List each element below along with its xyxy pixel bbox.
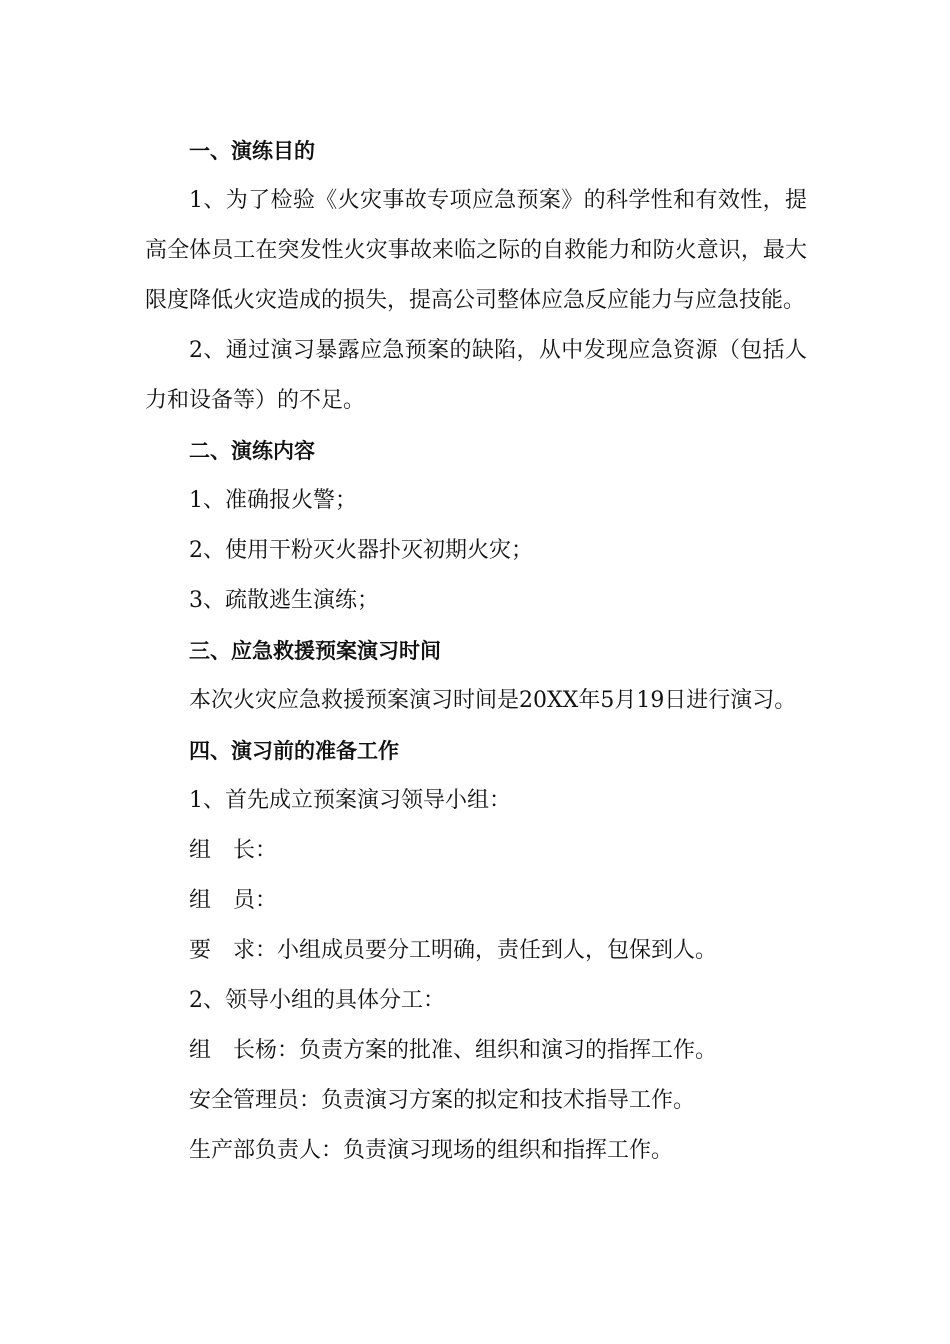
paragraph: 2、通过演习暴露应急预案的缺陷，从中发现应急资源（包括人力和设备等）的不足。 [145, 338, 807, 413]
section-heading-purpose: 一、演练目的 [189, 139, 315, 163]
section-heading-content: 二、演练内容 [189, 439, 315, 463]
list-item: 1、准确报火警； [189, 488, 357, 513]
list-item: 2、领导小组的具体分工： [189, 988, 445, 1013]
list-item: 1、首先成立预案演习领导小组： [189, 788, 511, 813]
section-heading-time: 三、应急救援预案演习时间 [189, 639, 441, 663]
list-item: 生产部负责人：负责演习现场的组织和指挥工作。 [189, 1138, 674, 1163]
list-item: 组 员： [189, 888, 278, 913]
list-item: 组 长杨：负责方案的批准、组织和演习的指挥工作。 [189, 1038, 718, 1063]
paragraph: 本次火灾应急救援预案演习时间是20XX年5月19日进行演习。 [189, 688, 797, 713]
list-item: 3、疏散逃生演练； [189, 588, 379, 613]
list-item: 安全管理员：负责演习方案的拟定和技术指导工作。 [189, 1088, 696, 1113]
list-item: 要 求：小组成员要分工明确，责任到人，包保到人。 [189, 938, 718, 963]
paragraph: 1、为了检验《火灾事故专项应急预案》的科学性和有效性，提高全体员工在突发性火灾事故来临之际的自救能力和防火意识，最大限度降低火灾造成的损失，提高公司整体应急反应能力与应急技能。 [145, 188, 807, 313]
document-body [145, 126, 807, 1176]
list-item: 2、使用干粉灭火器扑灭初期火灾； [189, 538, 533, 563]
section-heading-preparation: 四、演习前的准备工作 [189, 739, 399, 763]
list-item: 组 长： [189, 838, 278, 863]
